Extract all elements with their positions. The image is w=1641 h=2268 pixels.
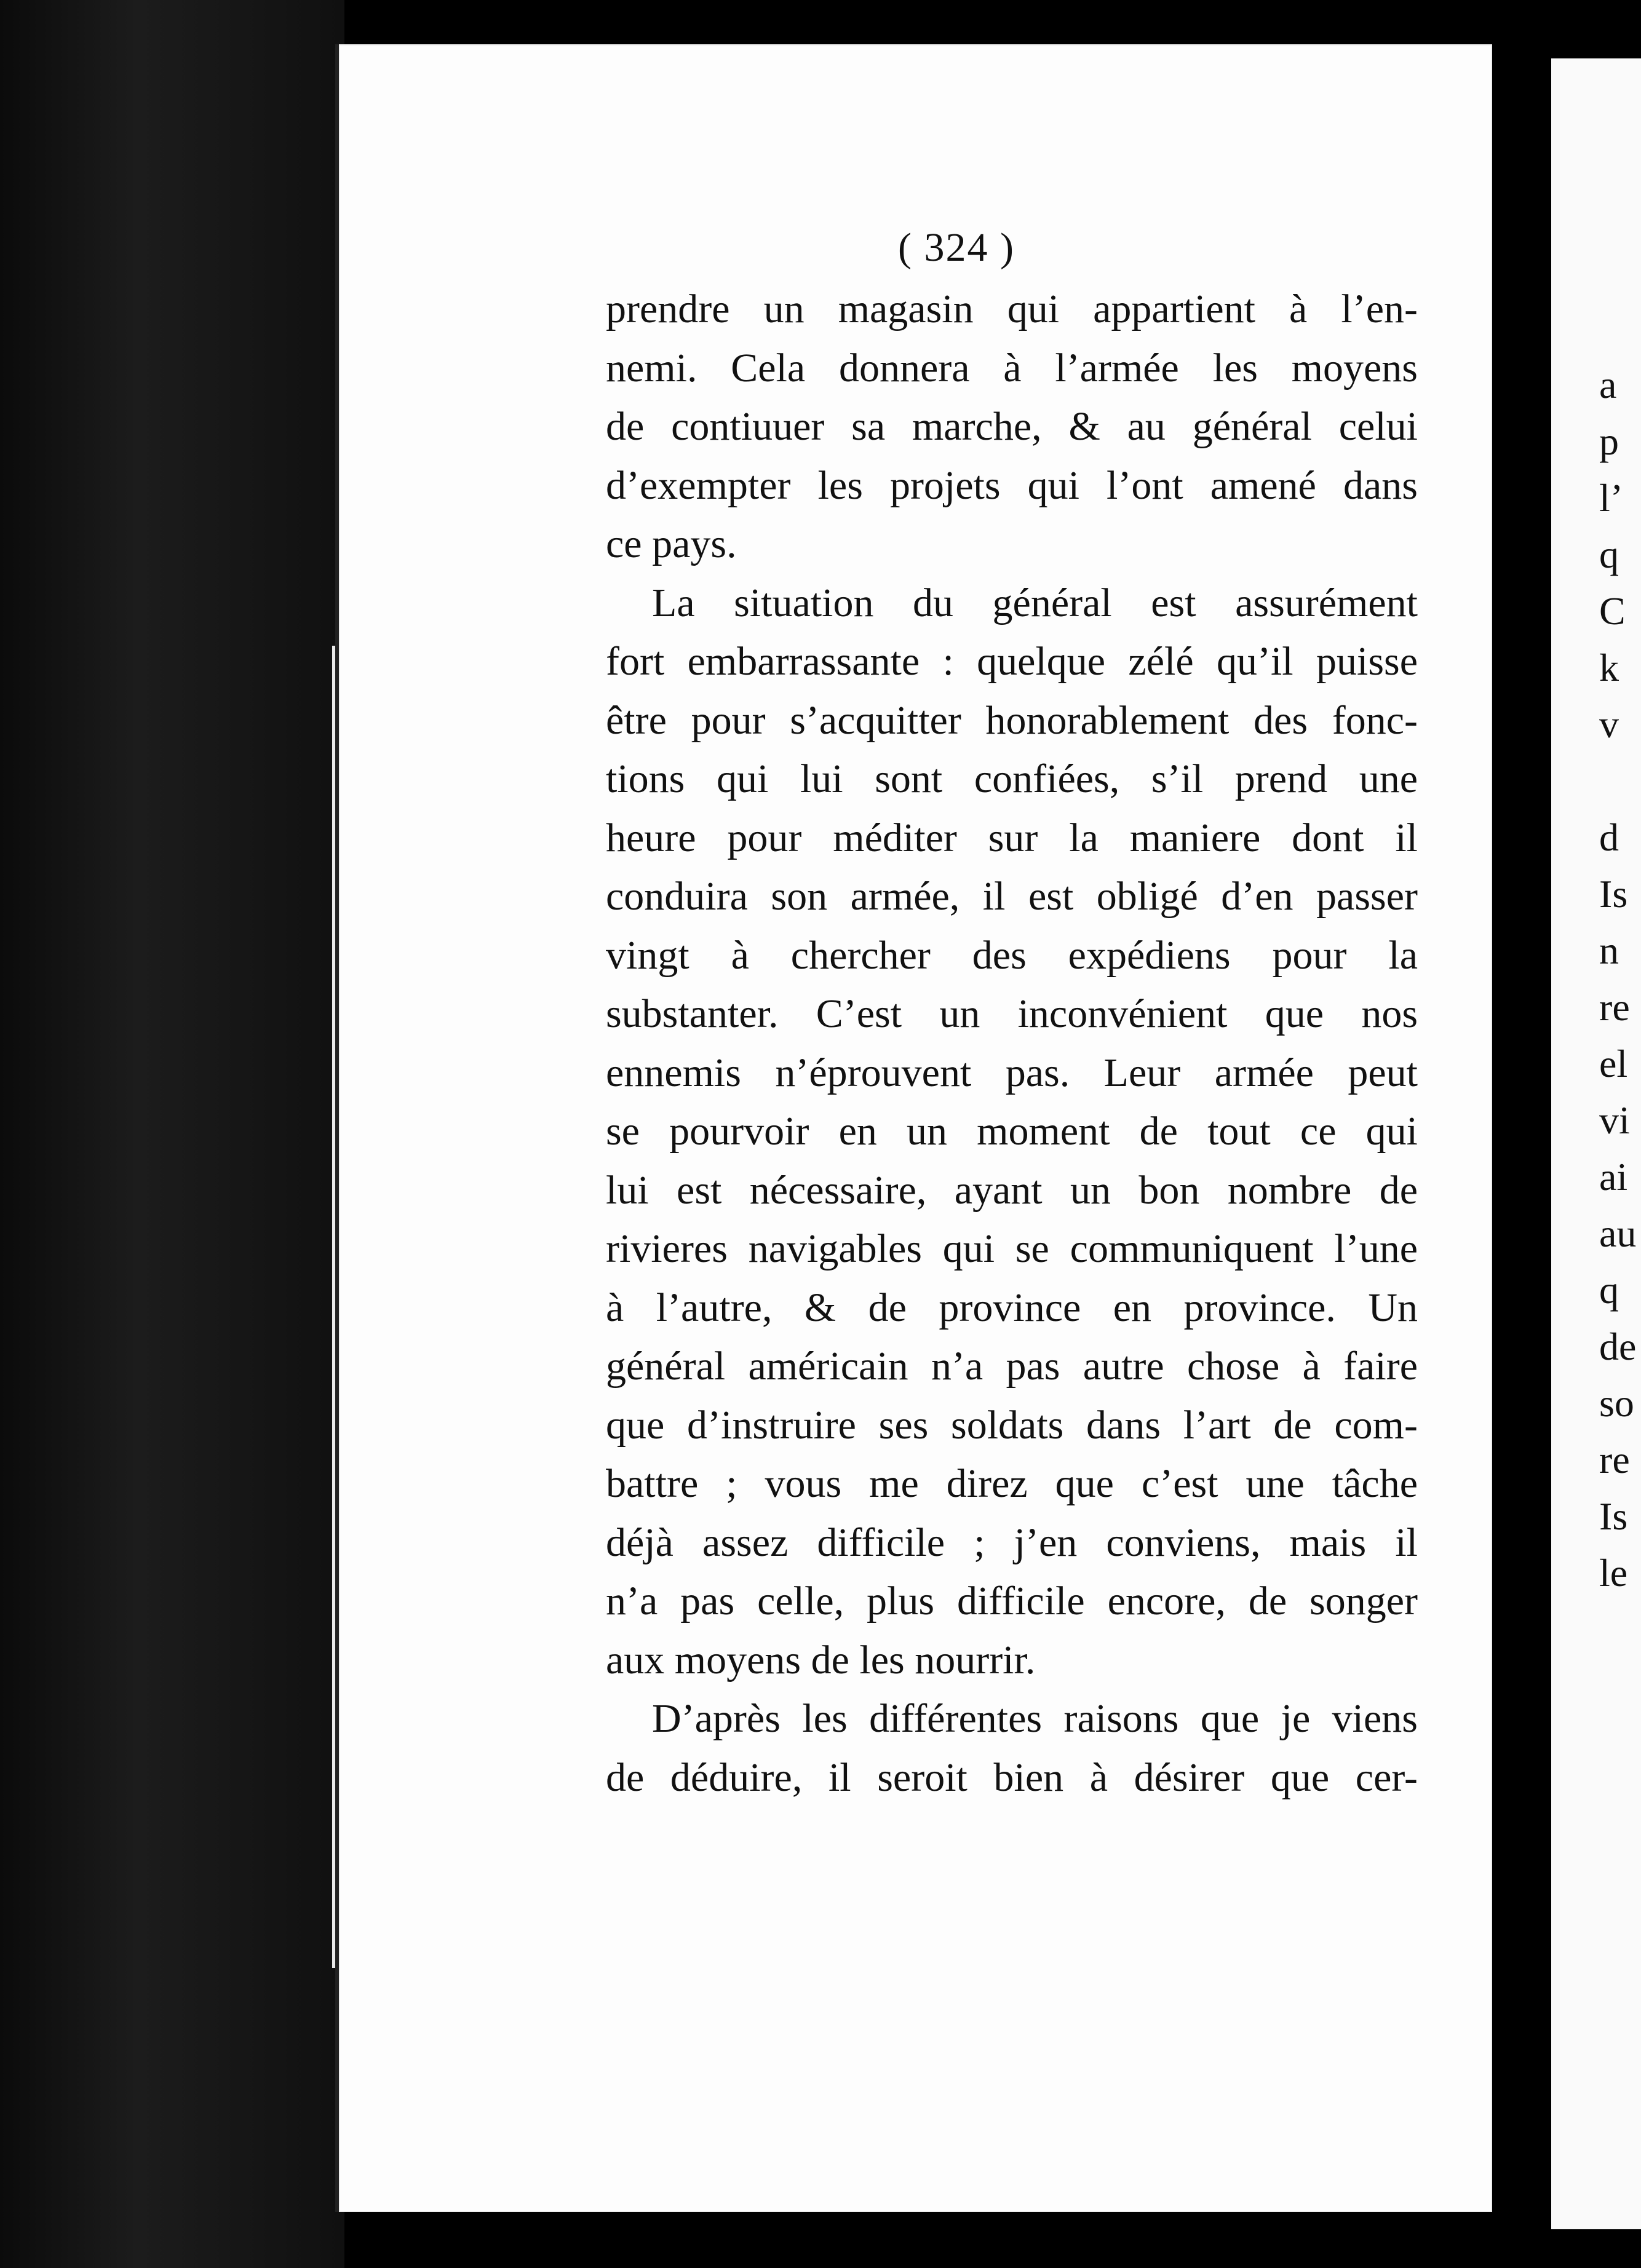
text-line: fort embarrassante : quelque zélé qu’il puisse	[606, 639, 1418, 684]
facing-fragment: v	[1599, 702, 1619, 746]
page-body-text	[606, 280, 1418, 1807]
text-line: que d’instruire ses soldats dans l’art de com-	[606, 1402, 1418, 1448]
facing-fragment: re	[1599, 985, 1630, 1029]
facing-fragment: ai	[1599, 1155, 1628, 1199]
text-line: de contiuuer sa marche, & au général celui	[606, 404, 1418, 449]
facing-fragment: Is	[1599, 1494, 1628, 1538]
page-number: ( 324 )	[898, 225, 1015, 270]
facing-fragment: le	[1599, 1551, 1628, 1595]
text-line: ce pays.	[606, 521, 737, 566]
facing-fragment: a	[1599, 363, 1617, 406]
facing-fragment: q	[1599, 533, 1619, 576]
text-line: n’a pas celle, plus difficile encore, de songer	[606, 1579, 1418, 1624]
facing-fragment: k	[1599, 646, 1619, 689]
text-line: D’après les différentes raisons que je viens	[652, 1696, 1418, 1741]
text-line: être pour s’acquitter honorablement des fonc-	[606, 697, 1418, 743]
text-line: d’exempter les projets qui l’ont amené dans	[606, 462, 1418, 508]
text-line: substanter. C’est un inconvénient que nos	[606, 991, 1418, 1036]
facing-fragment: C	[1599, 589, 1626, 633]
facing-fragment: au	[1599, 1211, 1637, 1255]
text-line: nemi. Cela donnera à l’armée les moyens	[606, 345, 1418, 391]
text-line: conduira son armée, il est obligé d’en passer	[606, 874, 1418, 919]
facing-fragment: p	[1599, 419, 1619, 463]
facing-fragment: re	[1599, 1438, 1630, 1481]
facing-fragment: so	[1599, 1381, 1634, 1425]
text-line: heure pour méditer sur la maniere dont il	[606, 815, 1418, 860]
facing-fragment: q	[1599, 1268, 1619, 1312]
text-line: La situation du général est assurément	[652, 580, 1418, 625]
scan-background	[0, 0, 344, 2268]
facing-fragment: vi	[1599, 1098, 1630, 1142]
page-edge	[308, 646, 336, 1968]
facing-fragment: l’	[1599, 476, 1624, 520]
text-line: rivieres navigables qui se communiquent l’une	[606, 1226, 1418, 1271]
text-line: déjà assez difficile ; j’en conviens, mais il	[606, 1520, 1418, 1565]
text-line: de déduire, il seroit bien à désirer que cer-	[606, 1755, 1418, 1800]
facing-fragment: d	[1599, 815, 1619, 859]
text-line: général américain n’a pas autre chose à faire	[606, 1344, 1418, 1389]
facing-fragment	[1599, 753, 1641, 809]
text-line: aux moyens de les nourrir.	[606, 1637, 1036, 1683]
facing-fragment: el	[1599, 1042, 1628, 1085]
facing-fragment: n	[1599, 929, 1619, 972]
text-line: battre ; vous me direz que c’est une tâche	[606, 1461, 1418, 1506]
text-line: lui est nécessaire, ayant un bon nombre de	[606, 1167, 1418, 1213]
text-line: prendre un magasin qui appartient à l’en-	[606, 287, 1418, 331]
text-line: tions qui lui sont confiées, s’il prend une	[606, 756, 1418, 801]
facing-page-text	[1599, 357, 1641, 1601]
text-line: à l’autre, & de province en province. Un	[606, 1285, 1418, 1330]
text-line: se pourvoir en un moment de tout ce qui	[606, 1109, 1418, 1154]
facing-fragment: Is	[1599, 872, 1628, 916]
text-line: vingt à chercher des expédiens pour la	[606, 932, 1418, 978]
facing-fragment: de	[1599, 1325, 1637, 1368]
text-line: ennemis n’éprouvent pas. Leur armée peut	[606, 1050, 1418, 1095]
